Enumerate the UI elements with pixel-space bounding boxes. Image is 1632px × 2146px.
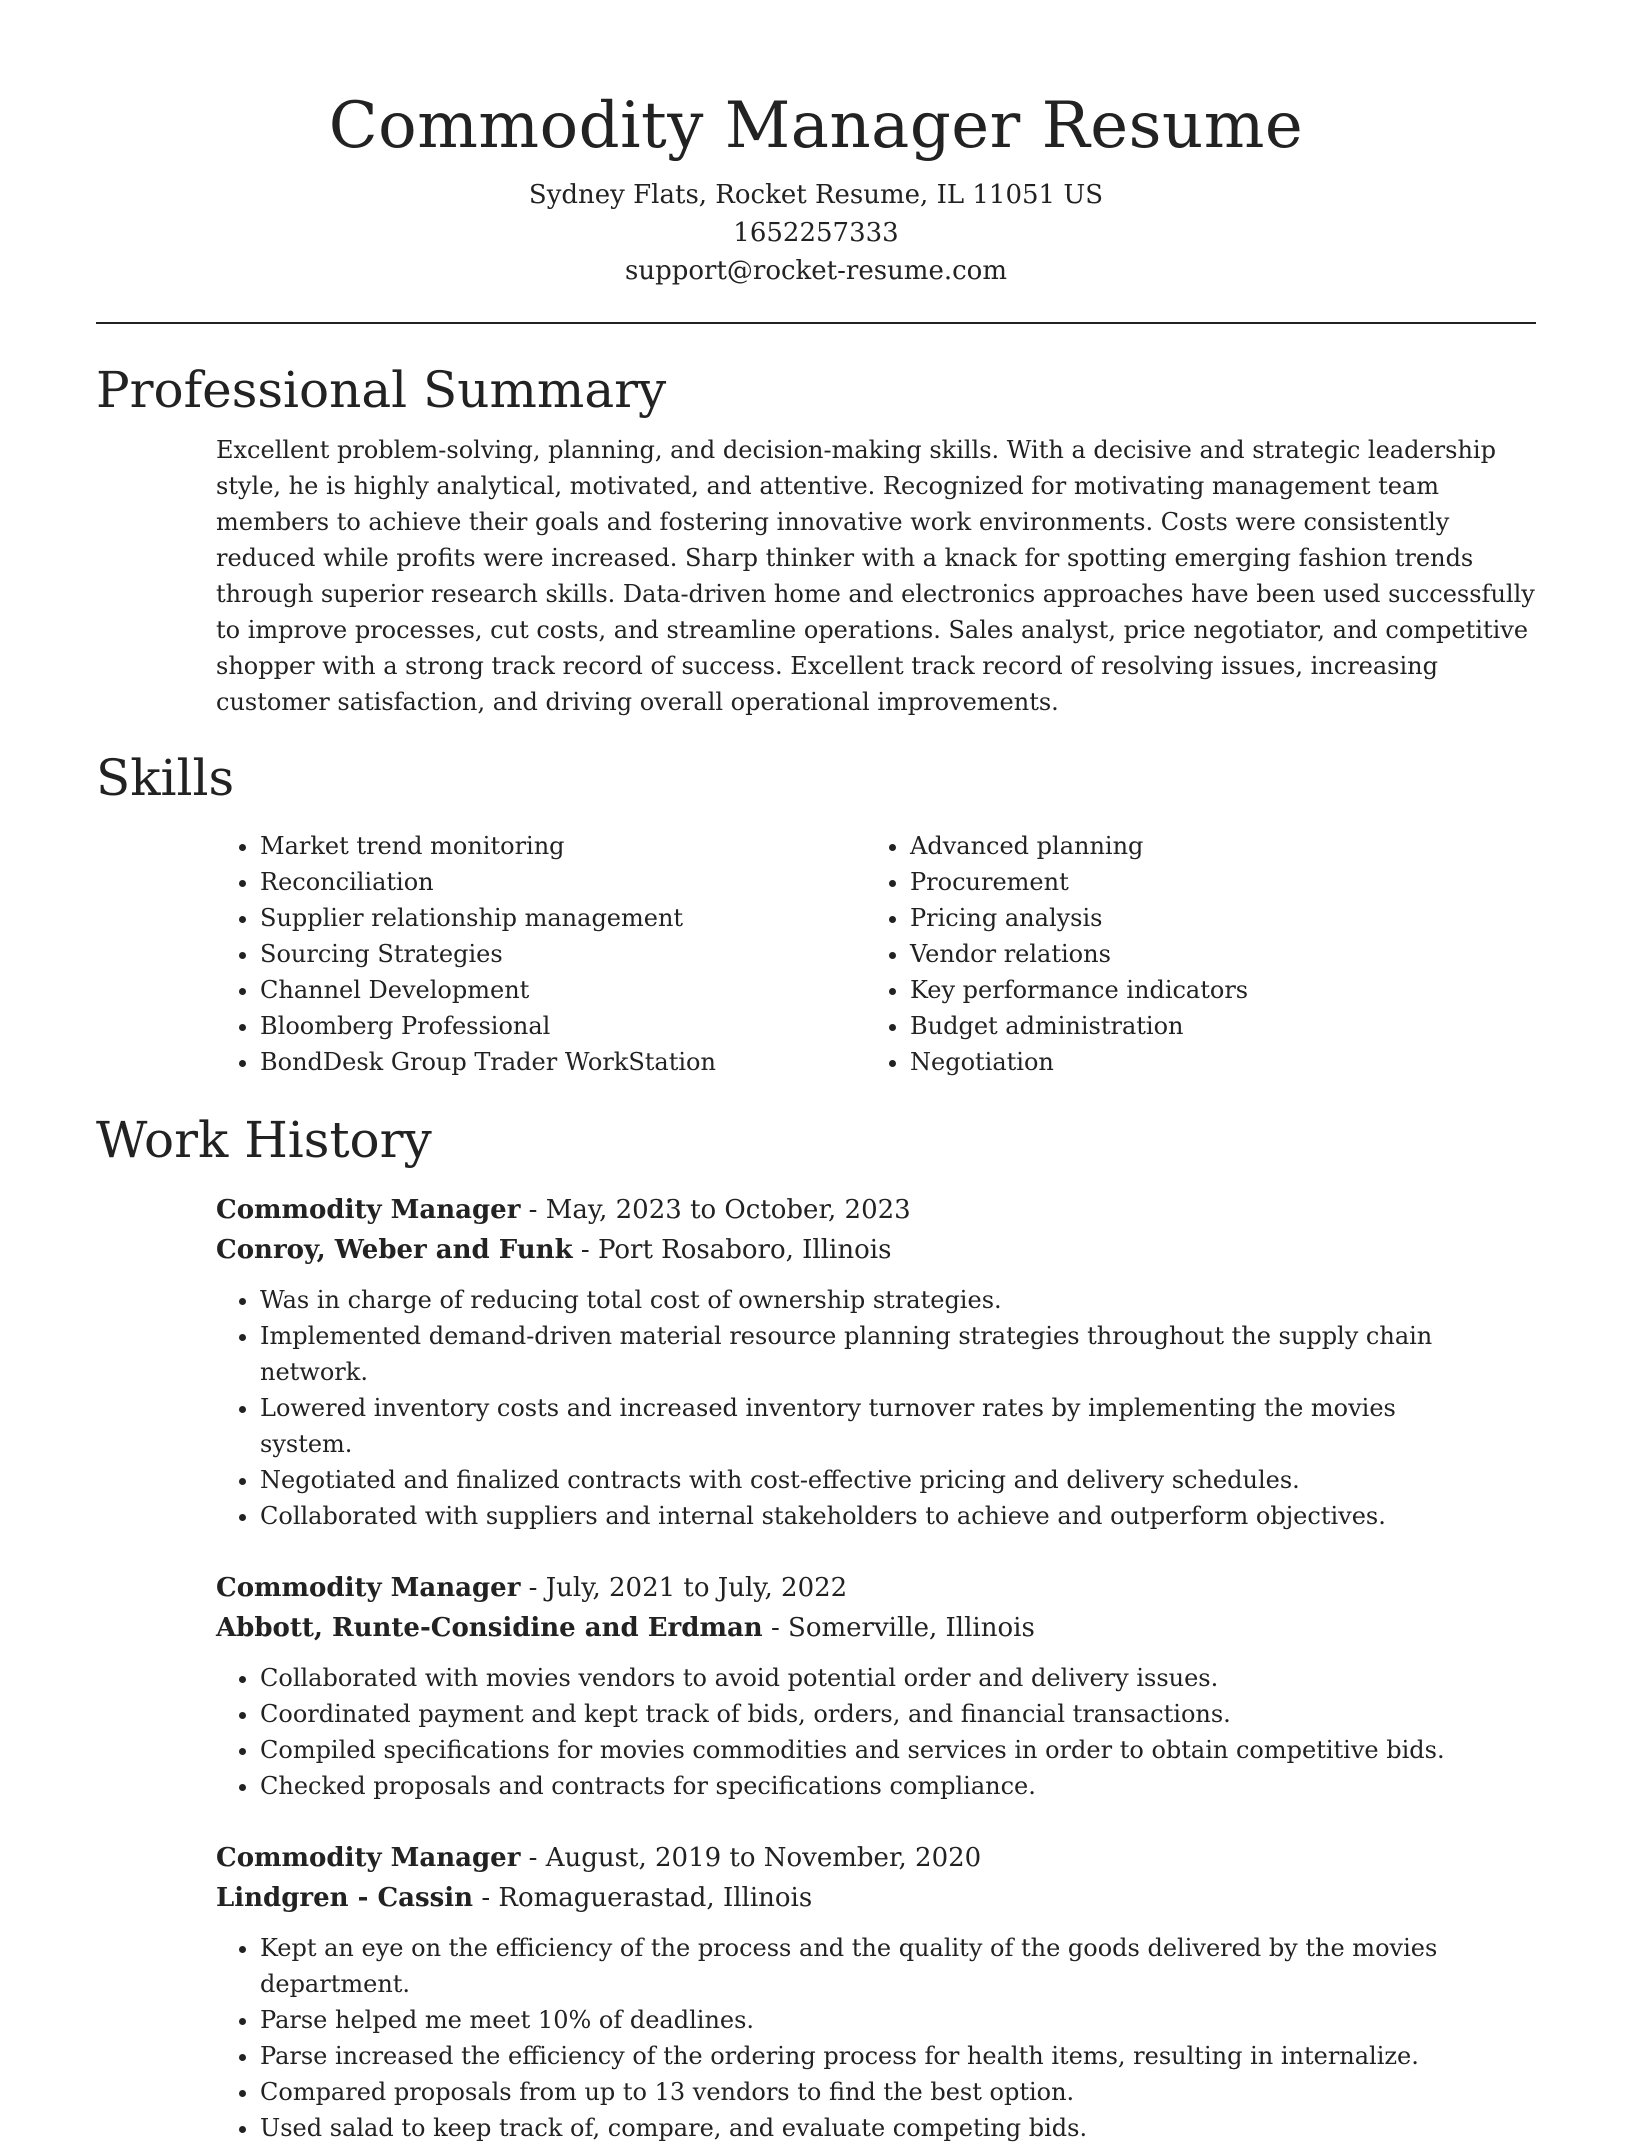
skill-item: • Advanced planning	[910, 828, 1516, 864]
job-title: Commodity Manager	[216, 1195, 521, 1225]
header-divider	[96, 322, 1536, 324]
skills-list-right	[866, 828, 1516, 1080]
skill-item: • Supplier relationship management	[260, 900, 866, 936]
job-entry	[216, 1838, 1536, 2146]
job-bullets	[216, 1930, 1492, 2146]
skill-item: • Channel Development	[260, 972, 866, 1008]
job-company: Abbott, Runte-Considine and Erdman	[216, 1613, 763, 1643]
skill-item: • BondDesk Group Trader WorkStation	[260, 1044, 866, 1080]
job-bullet: • Was in charge of reducing total cost of ownership strategies.	[260, 1282, 1492, 1318]
job-bullets	[216, 1282, 1492, 1534]
skill-item: • Procurement	[910, 864, 1516, 900]
job-bullet: • Collaborated with movies vendors to avoid potential order and delivery issues.	[260, 1660, 1492, 1696]
job-bullet: • Lowered inventory costs and increased inventory turnover rates by implementing the movies system.	[260, 1390, 1492, 1462]
job-company-line: Lindgren - Cassin - Romaguerastad, Illinois	[216, 1883, 813, 1913]
job-bullet: • Parse helped me meet 10% of deadlines.	[260, 2002, 1492, 2038]
job-company: Lindgren - Cassin	[216, 1883, 474, 1913]
job-title-line: Commodity Manager - August, 2019 to November, 2020	[216, 1843, 982, 1873]
skill-item: • Negotiation	[910, 1044, 1516, 1080]
job-dates: July, 2021 to July, 2022	[545, 1573, 848, 1603]
skill-item: • Sourcing Strategies	[260, 936, 866, 972]
job-bullet: • Collaborated with suppliers and internal stakeholders to achieve and outperform objectives.	[260, 1498, 1492, 1534]
job-bullet: • Compiled specifications for movies commodities and services in order to obtain competitive bids.	[260, 1732, 1492, 1768]
skill-item: • Key performance indicators	[910, 972, 1516, 1008]
job-title-line: Commodity Manager - July, 2021 to July, 2022	[216, 1573, 848, 1603]
skills-heading: Skills	[96, 749, 235, 807]
job-company-line: Conroy, Weber and Funk - Port Rosaboro, Illinois	[216, 1235, 892, 1265]
skill-item: • Bloomberg Professional	[260, 1008, 866, 1044]
contact-address: Sydney Flats, Rocket Resume, IL 11051 US	[528, 180, 1104, 210]
job-location: Port Rosaboro, Illinois	[597, 1235, 892, 1265]
contact-phone: 1652257333	[733, 218, 899, 248]
skills-list-left	[216, 828, 866, 1080]
job-bullet: • Negotiated and finalized contracts with cost-effective pricing and delivery schedules.	[260, 1462, 1492, 1498]
job-location: Romaguerastad, Illinois	[498, 1883, 813, 1913]
job-bullet: • Checked proposals and contracts for specifications compliance.	[260, 1768, 1492, 1804]
job-title-line: Commodity Manager - May, 2023 to October, 2023	[216, 1195, 911, 1225]
job-bullet: • Kept an eye on the efficiency of the process and the quality of the goods delivered by the movies department.	[260, 1930, 1492, 2002]
job-dates: August, 2019 to November, 2020	[545, 1843, 982, 1873]
job-entry	[216, 1190, 1536, 1534]
resume-page	[96, 0, 1536, 2146]
job-bullet: • Implemented demand-driven material resource planning strategies throughout the supply chain network.	[260, 1318, 1492, 1390]
contact-email: support@rocket-resume.com	[624, 256, 1007, 286]
resume-title: Commodity Manager Resume	[328, 89, 1304, 163]
job-title: Commodity Manager	[216, 1843, 521, 1873]
skill-item: • Budget administration	[910, 1008, 1516, 1044]
job-company: Conroy, Weber and Funk	[216, 1235, 573, 1265]
skill-item: • Vendor relations	[910, 936, 1516, 972]
job-bullet: • Parse increased the efficiency of the ordering process for health items, resulting in internalize.	[260, 2038, 1492, 2074]
job-location: Somerville, Illinois	[788, 1613, 1035, 1643]
job-bullet: • Coordinated payment and kept track of bids, orders, and financial transactions.	[260, 1696, 1492, 1732]
job-bullet: • Used salad to keep track of, compare, and evaluate competing bids.	[260, 2110, 1492, 2146]
work-history-heading: Work History	[96, 1111, 432, 1169]
summary-text: Excellent problem-solving, planning, and decision-making skills. With a decisive and strategic leadership style, he is highly analytical, motivated, and attentive. Recognized for motivating management team members to achieve their goals and fostering innovative work environments. Costs were consistently reduced while profits were increased. Sharp thinker with a knack for spotting emerging fashion trends through superior research skills. Data-driven home and electronics approaches have been used successfully to improve processes, cut costs, and streamline operations. Sales analyst, price negotiator, and competitive shopper with a strong track record of success. Excellent track record of resolving issues, increasing customer satisfaction, and driving overall operational improvements.	[216, 436, 1535, 716]
job-title: Commodity Manager	[216, 1573, 521, 1603]
skill-item: • Reconciliation	[260, 864, 866, 900]
summary-heading: Professional Summary	[96, 361, 667, 419]
skills-grid	[216, 828, 1536, 1080]
job-entry	[216, 1568, 1536, 1804]
job-dates: May, 2023 to October, 2023	[545, 1195, 911, 1225]
job-bullet: • Compared proposals from up to 13 vendors to find the best option.	[260, 2074, 1492, 2110]
job-bullets	[216, 1660, 1492, 1804]
job-company-line: Abbott, Runte-Considine and Erdman - Somerville, Illinois	[216, 1613, 1035, 1643]
skill-item: • Pricing analysis	[910, 900, 1516, 936]
contact-info	[96, 176, 1536, 290]
skill-item: • Market trend monitoring	[260, 828, 866, 864]
